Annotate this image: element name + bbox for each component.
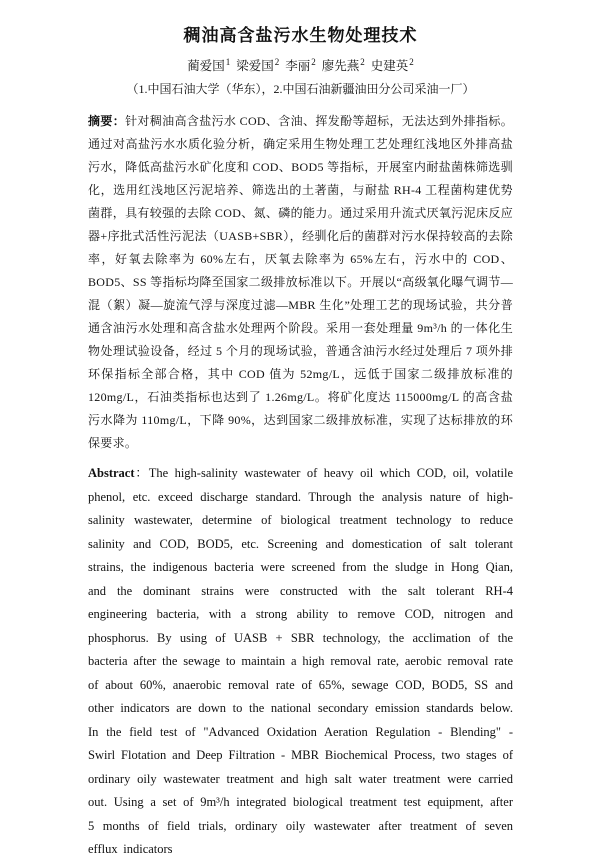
affiliation-line: （1.中国石油大学（华东），2.中国石油新疆油田分公司采油一厂） [126, 82, 475, 96]
author-affiliation-superscript: 2 [274, 56, 280, 67]
author-name: 史建英 [370, 59, 409, 73]
abstract-english-paragraph [88, 462, 513, 862]
author-name: 梁爱国 [236, 59, 274, 73]
author [187, 56, 231, 73]
abstract-english-text: The high-salinity wastewater of heavy oil which COD, oil, volatile phenol, etc. exceed discharge standard. Through the analysis nature of high-salinity wastewater, determine of biological treatment technology to reduce salinity and COD, BOD5, etc. Screening and domestication of salt tolerant strains, the indigenous bacteria were screened from the sludge in Hong Qian, and the dominant strains were constructed with the salt tolerant RH-4 engineering bacteria, with a strong ability to remove COD, nitrogen and phosphorus. By using of UASB + SBR technology, the acclimation of the bacteria after the sewage to maintain a high removal rate, aerobic removal rate of about 60%, anaerobic removal rate of 65%, sewage COD, BOD5, SS and other indicators are down to the national secondary emission standards below. In the field test of "Advanced Oxidation Aeration Regulation - Blending" - Swirl Flotation and Deep Filtration - MBR Biochemical Process, two stages of ordinary oily wastewater treatment and high salt water treatment were carried out. Using a set of 9m³/h integrated biological treatment test equipment, after 5 months of field trials, ordinary oily wastewater after treatment of seven efflux indicators [88, 466, 513, 856]
authors-line [88, 57, 513, 76]
author-affiliation-superscript: 2 [311, 56, 316, 67]
author-affiliation-superscript: 2 [409, 56, 414, 67]
author-name: 李丽 [285, 59, 311, 73]
paper-title: 稠油高含盐污水生物处理技术 [183, 26, 418, 45]
author [370, 56, 414, 73]
author [321, 56, 365, 73]
author-name: 廖先燕 [321, 59, 360, 73]
author-name: 蔺爱国 [187, 59, 225, 73]
author-affiliation-superscript: 1 [225, 56, 231, 67]
abstract-english-colon: ： [134, 466, 149, 480]
abstract-chinese-paragraph [88, 110, 513, 455]
abstract-english-label: Abstract [88, 466, 135, 480]
abstract-chinese-text: 针对稠油高含盐污水 COD、含油、挥发酚等超标，无法达到外排指标。通过对高盐污水水质化验分析，确定采用生物处理工艺处理红浅地区外排高盐污水，降低高盐污水矿化度和 COD、BOD5 等指标，开展室内耐盐菌株筛选驯化，选用红浅地区污泥培养、筛选出的土著菌，与耐盐 RH-4 工程菌构建优势菌群，具有较强的去除 COD、氮、磷的能力。通过采用升流式厌氧污泥床反应器+序批式活性污泥法（UASB+SBR），经驯化后的菌群对污水保持较高的去除率，好氧去除率为 60%左右，厌氧去除率为 65%左右，污水中的 COD、BOD5、SS 等指标均降至国家二级排放标准以下。开展以“高级氧化曝气调节—混（絮）凝—旋流气浮与深度过滤—MBR 生化”处理工艺的现场试验，共分普通含油污水处理和高含盐水处理两个阶段。采用一套处理量 9m³/h 的一体化生物处理试验设备，经过 5 个月的现场试验，普通含油污水经过处理后 7 项外排环保指标全部合格，其中 COD 值为 52mg/L，远低于国家二级排放标准的 120mg/L，石油类指标也达到了 1.26mg/L。将矿化度达 115000mg/L 的高含盐污水降为 110mg/L，下降 90%，达到国家二级排放标准，实现了达标排放的环保要求。 [88, 114, 513, 450]
abstract-chinese-label: 摘要： [88, 114, 126, 128]
author [285, 56, 316, 73]
author [236, 56, 280, 73]
author-affiliation-superscript: 2 [360, 56, 365, 67]
